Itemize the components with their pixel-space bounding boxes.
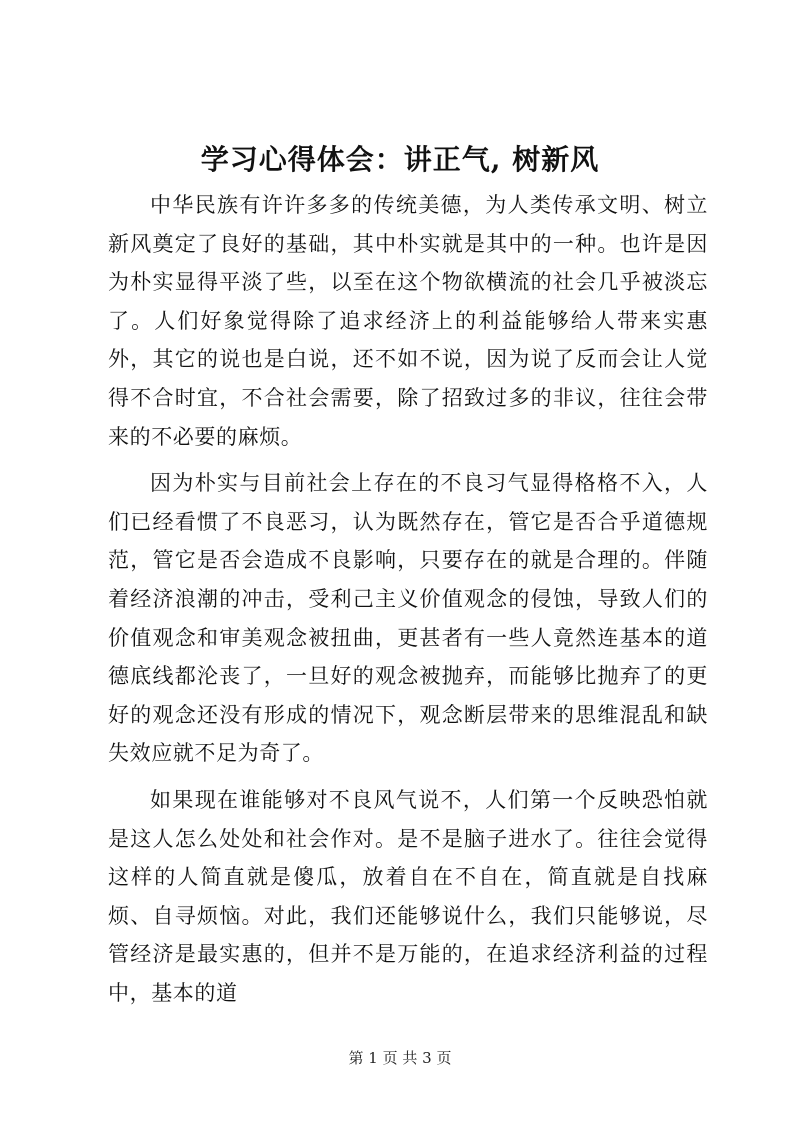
page-title: 学习心得体会：讲正气, 树新风 bbox=[200, 143, 600, 176]
paragraph-1: 中华民族有许许多多的传统美德，为人类传承文明、树立新风奠定了良好的基础，其中朴实就是其中的一种。也许是因为朴实显得平淡了些，以至在这个物欲横流的社会几乎被淡忘了。人们好象觉得除了追求经济上的利益能够给人带来实惠外，其它的说也是白说，还不如不说，因为说了反而会让人觉得不合时宜，不合社会需要，除了招致过多的非议，往往会带来的不必要的麻烦。 bbox=[108, 193, 708, 449]
page-number: 第 1 页 共 3 页 bbox=[348, 1049, 452, 1067]
paragraph-2: 因为朴实与目前社会上存在的不良习气显得格格不入，人们已经看惯了不良恶习，认为既然存在，管它是否合乎道德规范，管它是否会造成不良影响，只要存在的就是合理的。伴随着经济浪潮的冲击，受利己主义价值观念的侵蚀，导致人们的价值观念和审美观念被扭曲，更甚者有一些人竟然连基本的道德底线都沦丧了，一旦好的观念被抛弃，而能够比抛弃了的更好的观念还没有形成的情况下，观念断层带来的思维混乱和缺失效应就不足为奇了。 bbox=[108, 471, 708, 766]
paragraph-3: 如果现在谁能够对不良风气说不，人们第一个反映恐怕就是这人怎么处处和社会作对。是不是脑子进水了。往往会觉得这样的人简直就是傻瓜，放着自在不自在，简直就是自找麻烦、自寻烦恼。对此，我们还能够说什么，我们只能够说，尽管经济是最实惠的，但并不是万能的，在追求经济利益的过程中，基本的道 bbox=[108, 787, 708, 1005]
document-body bbox=[108, 186, 708, 1020]
page-footer bbox=[0, 1047, 800, 1069]
